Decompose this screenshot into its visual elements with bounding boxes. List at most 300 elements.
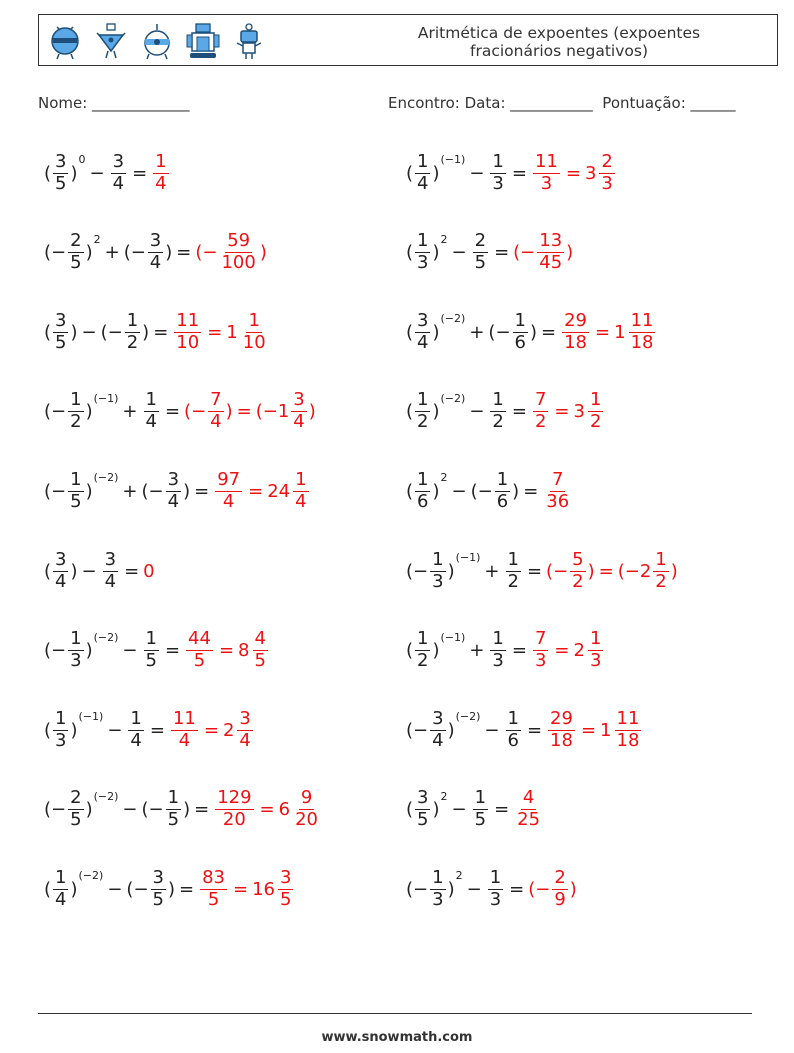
denominator: 4: [145, 411, 157, 433]
fraction: [552, 869, 567, 910]
operator: =: [580, 719, 597, 741]
numerator: 2: [70, 787, 82, 809]
fraction: [537, 232, 564, 273]
exponent: (−1): [440, 630, 466, 644]
operator: =: [526, 719, 543, 741]
problem-3: [44, 223, 267, 283]
denominator: 18: [550, 729, 573, 751]
fraction: [544, 471, 571, 512]
exponent: 2: [440, 789, 448, 803]
answer: [151, 150, 170, 194]
denominator: 5: [145, 650, 157, 672]
symbol: ): [447, 878, 455, 900]
operator: −: [122, 640, 138, 662]
symbol: (: [406, 242, 414, 264]
symbol: (−: [184, 401, 207, 423]
symbol: ): [85, 799, 93, 821]
numerator: 11: [630, 309, 654, 331]
symbol: (−: [406, 719, 429, 741]
fraction: [415, 630, 430, 671]
problem-7: [44, 382, 316, 442]
denominator: 5: [70, 809, 82, 831]
fraction: [495, 471, 510, 512]
fraction: [533, 150, 560, 194]
symbol: (−: [406, 560, 429, 582]
operator: =: [565, 162, 581, 184]
denominator: 4: [55, 888, 67, 910]
numerator: 1: [167, 787, 180, 809]
symbol: (−: [100, 321, 123, 343]
denominator: 5: [55, 331, 67, 353]
symbol: (: [44, 321, 52, 343]
fraction: [53, 869, 68, 910]
denominator: 5: [254, 650, 266, 672]
symbol: (: [406, 321, 414, 343]
answer: [184, 630, 270, 671]
denominator: 4: [293, 411, 305, 433]
operator: =: [523, 480, 539, 502]
symbol: ): [432, 321, 440, 343]
symbol: ): [432, 640, 440, 662]
fraction: [548, 707, 575, 751]
fraction: [125, 309, 140, 353]
footer-url[interactable]: www.snowmath.com: [321, 1030, 473, 1045]
symbol: (−: [44, 640, 67, 662]
numerator: 7: [534, 389, 547, 411]
numerator: 1: [295, 469, 307, 490]
numerator: 1: [145, 389, 157, 411]
fraction: [68, 232, 83, 273]
fraction: [278, 869, 293, 910]
numerator: 1: [55, 707, 67, 729]
whole-number: 16: [252, 878, 276, 900]
denominator: 2: [417, 411, 429, 433]
fraction: [151, 869, 166, 910]
numerator: 44: [188, 628, 211, 650]
numerator: 97: [217, 469, 241, 490]
denominator: 3: [489, 888, 502, 910]
symbol: (−: [195, 242, 218, 264]
symbol: ): [512, 480, 520, 502]
denominator: 2: [126, 331, 139, 353]
fraction: [415, 391, 430, 432]
numerator: 3: [239, 707, 251, 729]
operator: −: [81, 560, 97, 582]
fraction: [253, 630, 268, 671]
numerator: 2: [70, 230, 82, 252]
fraction: [208, 391, 223, 432]
operator: =: [526, 560, 543, 582]
fraction: [653, 548, 668, 592]
numerator: 11: [534, 150, 558, 172]
symbol: ): [85, 640, 93, 662]
fraction: [215, 471, 242, 512]
symbol: (: [44, 719, 52, 741]
fraction: [166, 789, 181, 830]
operator: =: [511, 640, 527, 662]
numerator: 1: [417, 469, 429, 490]
numerator: 3: [280, 867, 292, 888]
whole-number: 1: [600, 719, 612, 741]
fraction: [53, 707, 68, 751]
numerator: 3: [417, 787, 429, 809]
operator: =: [554, 640, 570, 662]
fraction: [513, 309, 528, 353]
symbol: (−: [470, 480, 493, 502]
operator: =: [248, 480, 264, 502]
denominator: 3: [432, 888, 444, 910]
fraction: [186, 630, 213, 671]
denominator: 4: [222, 490, 235, 512]
exponent: 2: [440, 471, 448, 485]
operator: =: [164, 640, 181, 662]
problem-5: [44, 302, 270, 362]
operator: +: [484, 560, 500, 582]
name-field: Nome: _____________: [38, 94, 190, 112]
answer: [546, 707, 643, 751]
numerator: 1: [655, 548, 667, 570]
fraction: [588, 630, 603, 671]
denominator: 5: [474, 252, 487, 274]
numerator: 1: [70, 628, 82, 650]
denominator: 5: [193, 650, 206, 672]
fraction: [144, 630, 159, 671]
denominator: 5: [417, 809, 429, 831]
symbol: ): [165, 242, 173, 264]
denominator: 4: [155, 172, 167, 194]
denominator: 100: [221, 252, 256, 274]
robot-icon-5: [231, 21, 267, 61]
numerator: 1: [126, 309, 139, 331]
denominator: 4: [55, 570, 67, 592]
numerator: 7: [552, 469, 564, 490]
fraction: [68, 391, 83, 432]
fraction: [430, 548, 445, 592]
denominator: 36: [546, 490, 570, 512]
numerator: 1: [496, 469, 509, 490]
problem-1: [44, 143, 171, 203]
whole-number: 1: [614, 321, 626, 343]
operator: +: [104, 242, 120, 264]
operator: −: [469, 162, 485, 184]
denominator: 4: [417, 172, 429, 194]
symbol: ): [142, 321, 150, 343]
whole-number: 24: [267, 480, 291, 502]
numerator: 7: [534, 628, 547, 650]
denominator: 2: [417, 650, 429, 672]
denominator: 6: [417, 490, 429, 512]
exponent: (−2): [455, 710, 481, 724]
fraction: [293, 471, 308, 512]
numerator: 29: [550, 707, 573, 729]
operator: −: [107, 719, 123, 741]
problem-15: [44, 700, 255, 760]
numerator: 1: [248, 309, 260, 331]
numerator: 3: [55, 150, 67, 172]
fraction: [241, 309, 268, 353]
denominator: 5: [55, 172, 67, 194]
numerator: 1: [507, 707, 519, 729]
denominator: 6: [507, 729, 519, 751]
whole-number: 2: [573, 640, 585, 662]
answer: [172, 309, 269, 353]
operator: =: [259, 799, 275, 821]
operator: =: [511, 162, 527, 184]
denominator: 2: [589, 411, 602, 433]
denominator: 4: [295, 490, 307, 512]
denominator: 3: [417, 252, 429, 274]
symbol: ): [70, 162, 78, 184]
operator: =: [509, 878, 525, 900]
denominator: 3: [55, 729, 67, 751]
problem-17: [44, 780, 322, 840]
fraction: [53, 309, 68, 353]
denominator: 45: [539, 252, 563, 274]
numerator: 11: [176, 309, 200, 331]
denominator: 3: [492, 650, 504, 672]
numerator: 1: [155, 150, 167, 172]
answer: [542, 471, 573, 512]
operator: =: [124, 560, 140, 582]
numerator: 11: [172, 707, 196, 729]
worksheet-title: Aritmética de expoentes (expoentes fracionários negativos): [417, 24, 701, 60]
fraction: [53, 548, 68, 592]
denominator: 4: [104, 570, 117, 592]
denominator: 3: [432, 570, 444, 592]
numerator: 1: [432, 548, 444, 570]
denominator: 18: [630, 331, 654, 353]
operator: −: [107, 878, 123, 900]
problem-20: [406, 859, 577, 919]
symbol: (: [406, 640, 414, 662]
whole-number: 3: [573, 401, 585, 423]
symbol: (: [44, 560, 52, 582]
denominator: 6: [514, 331, 526, 353]
denominator: 4: [239, 729, 251, 751]
denominator: 18: [616, 729, 640, 751]
fraction: [515, 789, 542, 830]
operator: −: [122, 799, 138, 821]
fraction: [291, 391, 306, 432]
fraction: [111, 150, 126, 194]
symbol: ): [447, 719, 455, 741]
operator: =: [194, 799, 210, 821]
symbol: ): [308, 401, 316, 423]
fraction: [68, 630, 83, 671]
symbol: ): [432, 242, 440, 264]
numerator: 3: [112, 150, 125, 172]
symbol: (−2: [617, 560, 652, 582]
operator: =: [194, 480, 210, 502]
problem-8: [406, 382, 605, 442]
exponent: 0: [78, 153, 86, 166]
operator: =: [233, 878, 249, 900]
numerator: 9: [300, 787, 313, 809]
fraction: [153, 150, 168, 194]
fraction: [215, 789, 253, 830]
denominator: 4: [167, 490, 180, 512]
fraction: [533, 630, 548, 671]
numerator: 1: [417, 389, 429, 411]
operator: =: [132, 162, 148, 184]
robot-icon-4: [185, 21, 221, 61]
symbol: ): [183, 480, 191, 502]
denominator: 4: [210, 411, 222, 433]
exponent: (−1): [440, 153, 466, 166]
numerator: 1: [589, 628, 602, 650]
operator: =: [176, 242, 192, 264]
symbol: (−: [141, 799, 164, 821]
numerator: 3: [417, 309, 429, 331]
operator: =: [164, 401, 181, 423]
symbol: ): [225, 401, 233, 423]
problem-11: [44, 541, 155, 601]
symbol: 0: [143, 560, 155, 582]
fraction: [615, 707, 642, 751]
answer: [531, 150, 617, 194]
denominator: 3: [70, 650, 82, 672]
worksheet-header: [38, 14, 778, 66]
operator: +: [122, 401, 138, 423]
denominator: 4: [417, 331, 429, 353]
exponent: (−2): [78, 869, 104, 883]
denominator: 2: [507, 570, 519, 592]
fraction: [506, 548, 521, 592]
denominator: 3: [492, 172, 504, 194]
denominator: 4: [112, 172, 125, 194]
operator: =: [203, 719, 219, 741]
numerator: 3: [104, 548, 117, 570]
symbol: ): [70, 878, 78, 900]
symbol: (: [406, 401, 414, 423]
symbol: (: [406, 799, 414, 821]
denominator: 5: [280, 888, 292, 910]
fraction: [430, 869, 445, 910]
denominator: 4: [178, 729, 191, 751]
denominator: 20: [295, 809, 318, 831]
exponent: (−2): [93, 471, 119, 485]
answer: [513, 789, 544, 830]
fraction: [174, 309, 201, 353]
symbol: ): [167, 878, 176, 900]
operator: =: [179, 878, 195, 900]
answer: [546, 548, 678, 592]
denominator: 4: [432, 729, 444, 751]
exponent: (−2): [440, 312, 466, 326]
numerator: 3: [149, 230, 162, 252]
robot-icon-2: [93, 21, 129, 61]
symbol: (−: [488, 321, 511, 343]
problem-16: [406, 700, 643, 760]
denominator: 2: [70, 411, 82, 433]
denominator: 10: [176, 331, 200, 353]
date-score-field: Encontro: Data: ___________ Pontuação: ______: [388, 94, 736, 112]
fraction: [473, 232, 488, 273]
denominator: 5: [474, 809, 487, 831]
exponent: (−2): [93, 789, 119, 803]
numerator: 13: [539, 230, 563, 252]
symbol: (−: [513, 242, 536, 264]
numerator: 7: [210, 389, 222, 411]
fraction: [599, 150, 614, 194]
symbol: ): [432, 799, 440, 821]
fraction: [629, 309, 656, 353]
symbol: (: [44, 162, 52, 184]
symbol: ): [529, 321, 538, 343]
symbol: ): [85, 242, 93, 264]
exponent: (−2): [93, 630, 119, 644]
symbol: ): [587, 560, 595, 582]
exponent: (−1): [78, 710, 104, 724]
numerator: 1: [145, 628, 157, 650]
numerator: 129: [217, 787, 252, 809]
symbol: (−: [44, 480, 67, 502]
symbol: (−: [126, 878, 149, 900]
answer: [184, 391, 316, 432]
numerator: 5: [572, 548, 584, 570]
fraction: [533, 391, 548, 432]
symbol: ): [670, 560, 678, 582]
denominator: 3: [589, 650, 602, 672]
denominator: 2: [492, 411, 504, 433]
fraction: [293, 789, 320, 830]
symbol: ): [85, 480, 93, 502]
symbol: (: [406, 480, 414, 502]
fraction: [490, 150, 505, 194]
numerator: 1: [589, 389, 602, 411]
fraction: [219, 232, 257, 273]
numerator: 3: [152, 867, 164, 888]
fraction: [68, 471, 83, 512]
operator: −: [451, 799, 467, 821]
symbol: (−: [44, 242, 67, 264]
problem-2: [406, 143, 617, 203]
operator: =: [554, 401, 570, 423]
exponent: 2: [93, 232, 101, 246]
denominator: 10: [242, 331, 266, 353]
symbol: ): [432, 480, 440, 502]
denominator: 25: [517, 809, 541, 831]
symbol: ): [259, 242, 267, 264]
symbol: ): [447, 560, 455, 582]
operator: =: [494, 799, 510, 821]
symbol: ): [183, 799, 191, 821]
denominator: 2: [534, 411, 547, 433]
symbol: (−: [528, 878, 551, 900]
operator: −: [81, 321, 97, 343]
symbol: ): [432, 401, 440, 423]
operator: =: [541, 321, 557, 343]
fraction: [430, 707, 445, 751]
answer: [213, 789, 322, 830]
fraction: [415, 150, 430, 194]
numerator: 1: [417, 230, 429, 252]
fraction: [128, 707, 143, 751]
fraction: [415, 309, 430, 353]
operator: =: [598, 560, 614, 582]
symbol: (−: [123, 242, 146, 264]
denominator: 5: [152, 888, 164, 910]
symbol: (−: [44, 401, 67, 423]
problem-12: [406, 541, 678, 601]
symbol: ): [569, 878, 577, 900]
numerator: 83: [202, 867, 226, 888]
denominator: 4: [130, 729, 142, 751]
fraction: [415, 789, 430, 830]
answer: [531, 630, 605, 671]
fraction: [166, 471, 181, 512]
whole-number: 6: [278, 799, 291, 821]
